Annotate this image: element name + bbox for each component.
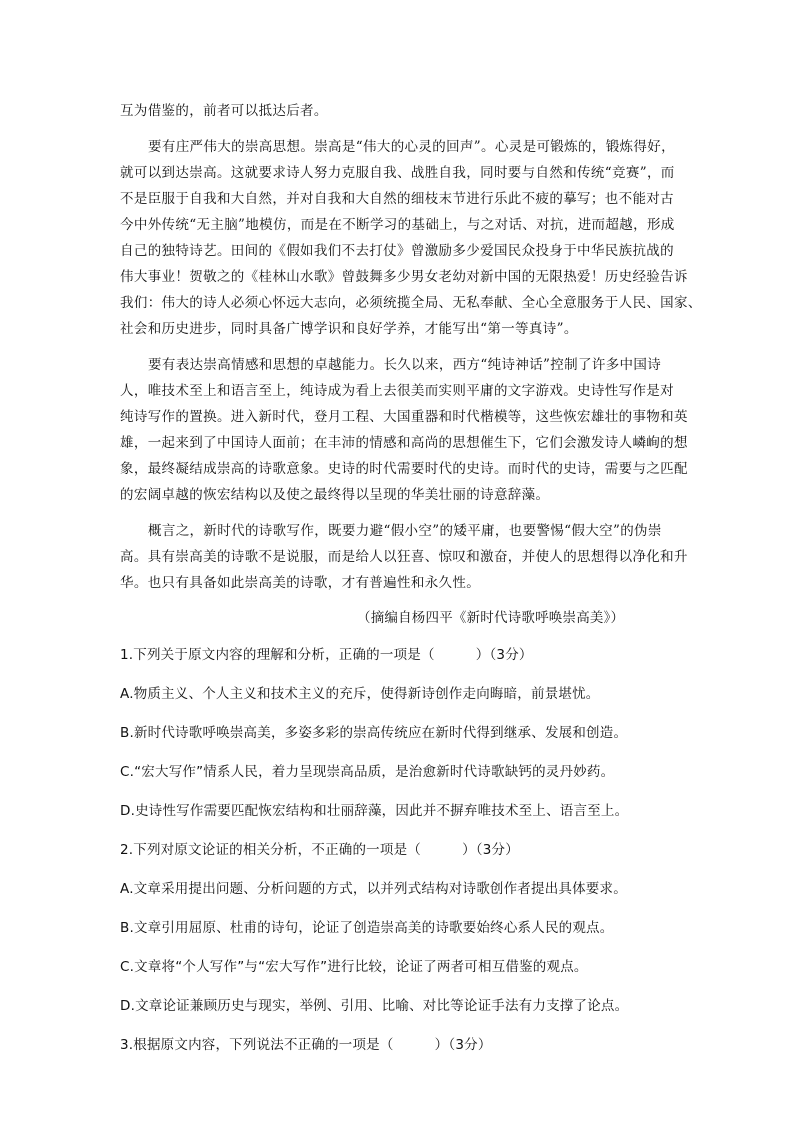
question-stem: 1.下列关于原文内容的理解和分析，正确的一项是（ ）（3分） <box>120 647 533 663</box>
passage-line: 雄，一起来到了中国诗人面前；在丰沛的情感和高尚的思想催生下，它们会激发诗人嶙峋的想 <box>120 435 688 451</box>
passage-line: 伟大事业！贺敬之的《桂林山水歌》曾鼓舞多少男女老幼对新中国的无限热爱！历史经验告诉 <box>120 269 688 285</box>
question-option: D.史诗性写作需要匹配恢宏结构和壮丽辞藻，因此并不摒弃唯技术至上、语言至上。 <box>120 803 629 819</box>
passage-line: 自己的独特诗艺。田间的《假如我们不去打仗》曾激励多少爱国民众投身于中华民族抗战的 <box>120 243 674 259</box>
passage-line: 概言之，新时代的诗歌写作，既要力避“假小空”的矮平庸，也要警惕“假大空”的伪崇 <box>148 523 662 539</box>
passage-line: 纯诗写作的置换。进入新时代，登月工程、大国重器和时代楷模等，这些恢宏雄壮的事物和英 <box>120 409 688 425</box>
passage-intro-line: 互为借鉴的，前者可以抵达后者。 <box>120 103 328 119</box>
passage-line: 的宏阔卓越的恢宏结构以及使之最终得以呈现的华美壮丽的诗意辞藻。 <box>120 487 550 503</box>
passage-line: 社会和历史进步，同时具备广博学识和良好学养，才能写出“第一等真诗”。 <box>120 321 578 337</box>
passage-line: 就可以到达崇高。这就要求诗人努力克服自我、战胜自我，同时要与自然和传统“竞赛”，而 <box>120 165 675 181</box>
question-option: A.物质主义、个人主义和技术主义的充斥，使得新诗创作走向晦暗，前景堪忧。 <box>120 686 600 702</box>
question-stem: 3.根据原文内容，下列说法不正确的一项是（ ）（3分） <box>120 1037 492 1053</box>
passage-line: 华。也只有具备如此崇高美的诗歌，才有普遍性和永久性。 <box>120 575 481 591</box>
question-option: C.文章将“个人写作”与“宏大写作”进行比较，论证了两者可相互借鉴的观点。 <box>120 959 588 975</box>
question-stem: 2.下列对原文论证的相关分析，不正确的一项是（ ）（3分） <box>120 842 519 858</box>
passage-line: 高。具有崇高美的诗歌不是说服，而是给人以狂喜、惊叹和激奋，并使人的思想得以净化和升 <box>120 549 688 565</box>
question-option: B.新时代诗歌呼唤崇高美，多姿多彩的崇高传统应在新时代得到继承、发展和创造。 <box>120 725 628 741</box>
passage-line: 要有表达崇高情感和思想的卓越能力。长久以来，西方“纯诗神话”控制了许多中国诗 <box>148 357 662 373</box>
question-option: A.文章采用提出问题、分析问题的方式，以并列式结构对诗歌创作者提出具体要求。 <box>120 881 627 897</box>
passage-line: 今中外传统“无主脑”地模仿，而是在不断学习的基础上，与之对话、对抗，进而超越，形成 <box>120 217 675 233</box>
question-option: D.文章论证兼顾历史与现实，举例、引用、比喻、对比等论证手法有力支撑了论点。 <box>120 998 629 1014</box>
passage-source: （摘编自杨四平《新时代诗歌呼唤崇高美》） <box>357 610 625 626</box>
passage-line: 不是臣服于自我和大自然，并对自我和大自然的细枝末节进行乐此不疲的摹写；也不能对古 <box>120 191 674 207</box>
question-option: B.文章引用屈原、杜甫的诗句，论证了创造崇高美的诗歌要始终心系人民的观点。 <box>120 920 614 936</box>
passage-line: 要有庄严伟大的崇高思想。崇高是“伟大的心灵的回声”。心灵是可锻炼的，锻炼得好， <box>148 139 675 155</box>
question-option: C.“宏大写作”情系人民，着力呈现崇高品质，是治愈新时代诗歌缺钙的灵丹妙药。 <box>120 764 615 780</box>
passage-line: 我们：伟大的诗人必须心怀远大志向，必须统揽全局、无私奉献、全心全意服务于人民、国家、 <box>120 295 702 311</box>
passage-line: 人，唯技术至上和语言至上，纯诗成为看上去很美而实则平庸的文字游戏。史诗性写作是对 <box>120 383 674 399</box>
passage-line: 象，最终凝结成崇高的诗歌意象。史诗的时代需要时代的史诗。而时代的史诗，需要与之匹配 <box>120 461 688 477</box>
